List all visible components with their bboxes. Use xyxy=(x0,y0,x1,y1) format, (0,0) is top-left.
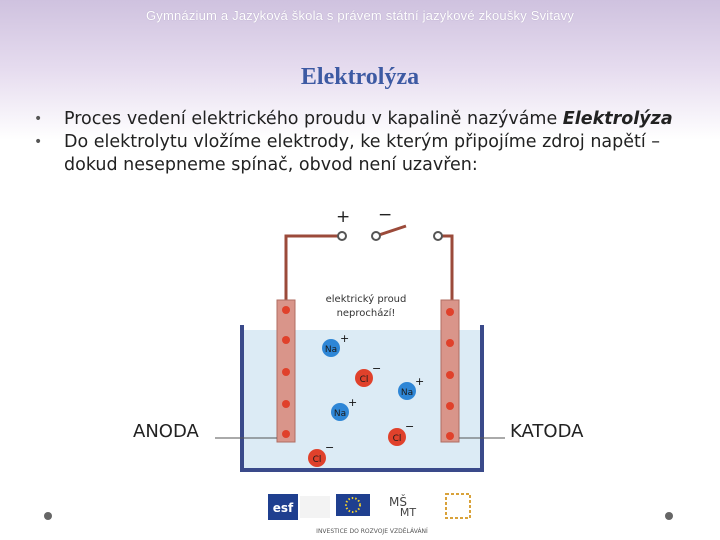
school-header: Gymnázium a Jazyková škola s právem státní jazykové zkoušky Svitavy xyxy=(145,8,575,23)
op-vk-logo xyxy=(446,494,470,518)
esf-logo xyxy=(268,494,330,520)
svg-text:Cl: Cl xyxy=(312,455,322,465)
svg-text:+: + xyxy=(415,375,425,388)
svg-text:Cl: Cl xyxy=(392,434,402,444)
current-note-line2: neprochází! xyxy=(336,308,396,319)
nav-dot-left xyxy=(44,512,52,520)
terminal-plus xyxy=(338,232,346,240)
msmt-logo xyxy=(389,494,416,519)
svg-text:MT: MT xyxy=(399,506,417,519)
bullet-dot: • xyxy=(34,134,43,150)
plus-sign: + xyxy=(336,207,351,227)
wire-left xyxy=(286,236,342,300)
switch-contact xyxy=(434,232,442,240)
wire-right xyxy=(438,236,452,300)
bullet-emphasis: Elektrolýza xyxy=(562,109,673,129)
svg-text:esf: esf xyxy=(272,501,294,515)
svg-text:Cl: Cl xyxy=(359,375,369,385)
footer-tagline: INVESTICE DO ROZVOJE VZDĚLÁVÁNÍ xyxy=(316,528,428,535)
terminal-minus xyxy=(372,232,380,240)
bullet-text: Do elektrolytu vložíme elektrody, ke kterým připojíme zdroj napětí – dokud nesepneme spínač, obvod není uzavřen: xyxy=(64,132,661,175)
anode-label: ANODA xyxy=(133,421,199,442)
svg-text:MŠ: MŠ xyxy=(389,495,407,509)
svg-text:+: + xyxy=(348,396,358,409)
svg-text:Na: Na xyxy=(400,388,414,398)
svg-text:−: − xyxy=(325,441,335,454)
eu-flag-logo xyxy=(336,494,370,516)
nav-dot-right xyxy=(665,512,673,520)
svg-text:Na: Na xyxy=(324,345,338,355)
bullet-dot: • xyxy=(34,111,43,127)
current-note-line1: elektrický proud xyxy=(325,294,407,305)
minus-sign: − xyxy=(378,205,393,225)
cathode-label: KATODA xyxy=(510,421,584,442)
svg-text:+: + xyxy=(340,332,350,345)
slide-title: Elektrolýza xyxy=(300,64,420,90)
svg-text:−: − xyxy=(372,362,382,375)
svg-text:−: − xyxy=(405,420,415,433)
svg-text:Na: Na xyxy=(333,409,347,419)
bullet-text: Proces vedení elektrického proudu v kapalině nazýváme xyxy=(64,109,563,129)
